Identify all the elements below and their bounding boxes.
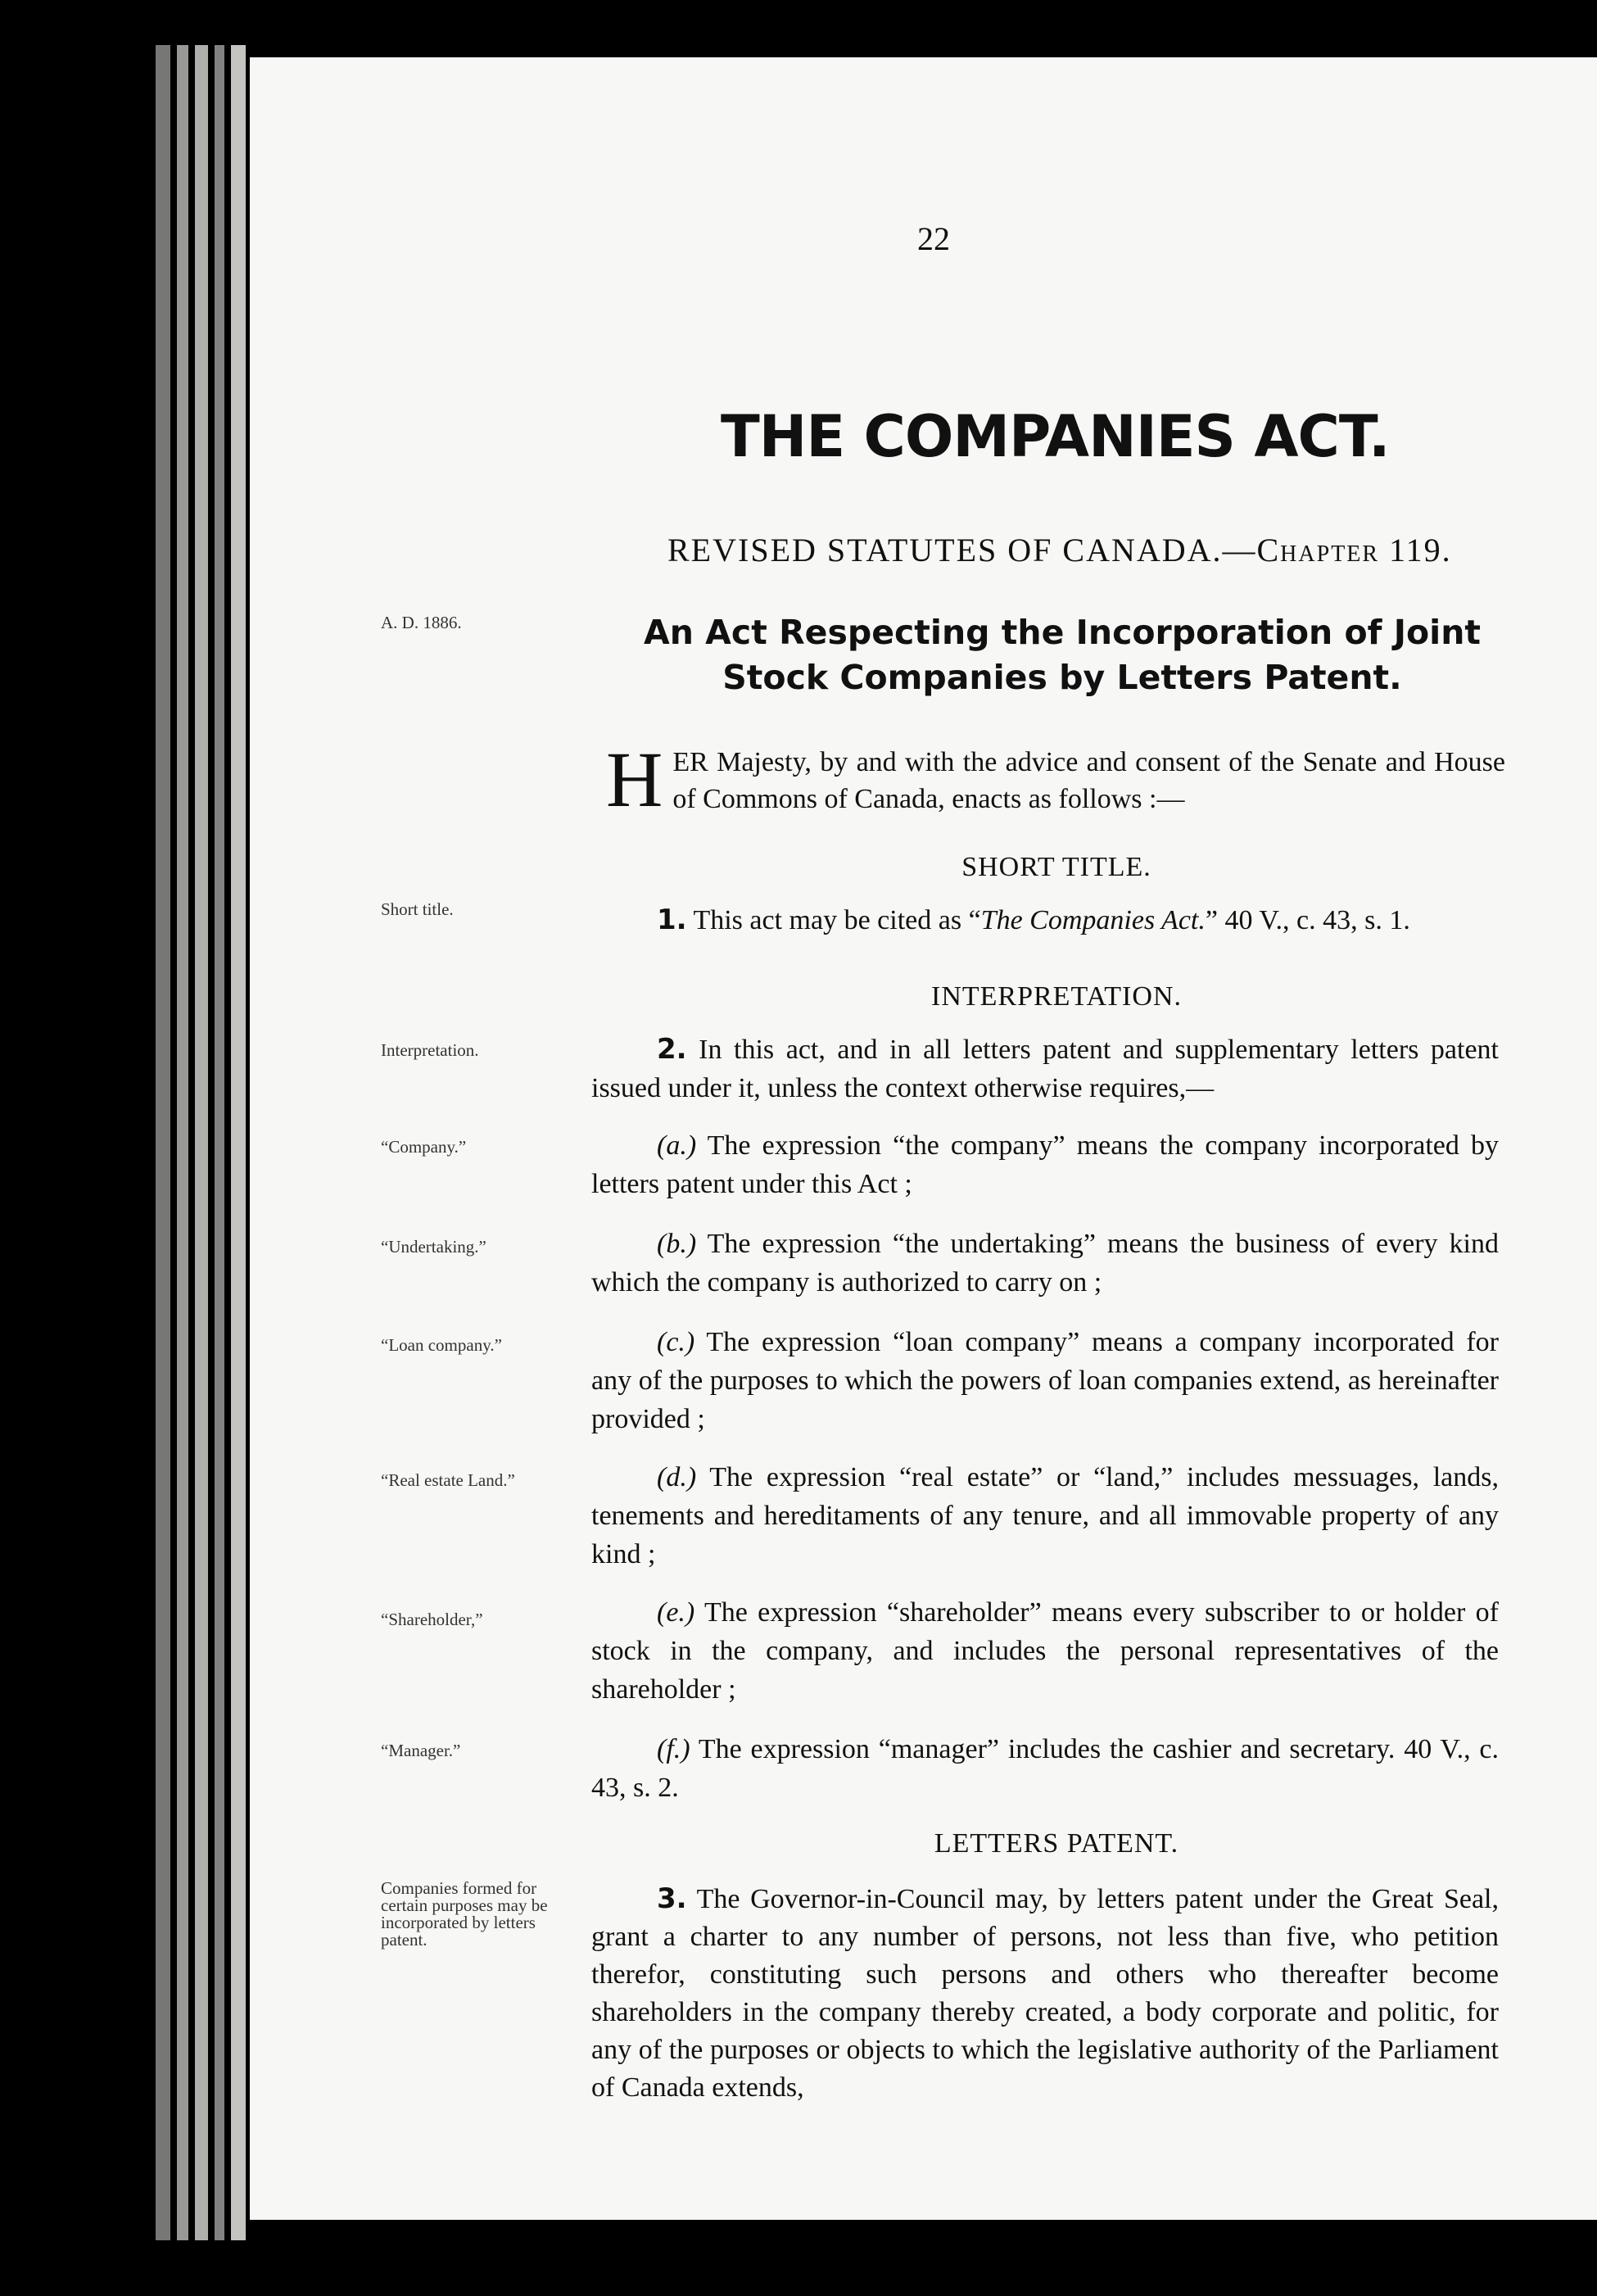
clause-c: [591, 1323, 1499, 1438]
margin-note-shareholder: “Shareholder,”: [381, 1610, 483, 1629]
preamble-dropcap: H: [606, 736, 663, 823]
clause-d-label: (d.): [657, 1462, 697, 1492]
margin-note-date: A. D. 1886.: [381, 613, 462, 632]
subtitle-chapter: Chapter 119.: [1256, 532, 1452, 568]
clause-e-label: (e.): [657, 1597, 695, 1628]
section-3-text: The Governor-in-Council may, by letters patent under the Great Seal, grant a charter to any number of persons, not less than five, who petition therefor, constituting such persons and others who thereafter become shareholders in the company thereby created, a body corporate and politic, for any of the purposes or objects to which the legislative authority of the Parliament of Canada extends,: [591, 1884, 1499, 2103]
section-3-number: 3.: [657, 1882, 687, 1915]
heading-short-title: SHORT TITLE.: [961, 852, 1151, 882]
section-2: [591, 1030, 1499, 1107]
margin-note-manager: “Manager.”: [381, 1741, 461, 1760]
clause-d-text: The expression “real estate” or “land,” includes messuages, lands, tenements and hereditaments of any tenure, and all immovable property of any kind ;: [591, 1462, 1499, 1569]
clause-b: [591, 1225, 1499, 1302]
page-number: 22: [917, 220, 950, 257]
clause-f-label: (f.): [657, 1734, 690, 1764]
margin-note-loan-company: “Loan company.”: [381, 1335, 502, 1355]
margin-note-companies-formed: Companies formed for certain purposes may be incorporated by letters patent.: [381, 1878, 548, 1950]
section-1: [591, 901, 1499, 940]
margin-note-short-title: Short title.: [381, 899, 454, 919]
heading-interpretation: INTERPRETATION.: [931, 981, 1182, 1012]
margin-note-interpretation: Interpretation.: [381, 1040, 479, 1060]
page-edges: [156, 45, 254, 2240]
subtitle-main: REVISED STATUTES OF CANADA.—: [667, 532, 1257, 568]
section-1-number: 1.: [657, 903, 687, 936]
clause-d: [591, 1458, 1499, 1574]
heading-letters-patent: LETTERS PATENT.: [934, 1828, 1179, 1859]
section-2-text: In this act, and in all letters patent and supplementary letters patent issued under it, unless the context otherwise requires,—: [591, 1035, 1500, 1103]
section-1-text-a: This act may be cited as “: [693, 905, 981, 935]
preamble: [606, 736, 1505, 823]
margin-note-undertaking: “Undertaking.”: [381, 1237, 486, 1257]
clause-a-label: (a.): [657, 1130, 697, 1161]
clause-f: [591, 1730, 1499, 1807]
section-2-number: 2.: [657, 1033, 687, 1066]
clause-c-label: (c.): [657, 1327, 695, 1357]
section-1-text-b: ” 40 V., c. 43, s. 1.: [1205, 905, 1410, 935]
clause-c-text: The expression “loan company” means a company incorporated for any of the purposes to which the powers of loan companies extend, as hereinafter provided ;: [591, 1327, 1500, 1434]
section-3: [591, 1880, 1499, 2107]
clause-e-text: The expression “shareholder” means every subscriber to or holder of stock in the company, and includes the personal representatives of the shareholder ;: [591, 1597, 1499, 1705]
clause-b-label: (b.): [657, 1229, 697, 1259]
clause-a-text: The expression “the company” means the company incorporated by letters patent under this Act ;: [591, 1130, 1499, 1199]
clause-e: [591, 1593, 1499, 1709]
act-title: An Act Respecting the Incorporation of Joint Stock Companies by Letters Patent.: [643, 613, 1482, 697]
document-title: THE COMPANIES ACT.: [721, 403, 1390, 470]
preamble-text: ER Majesty, by and with the advice and consent of the Senate and House of Commons of Canada, enacts as follows :—: [672, 747, 1505, 814]
section-1-italic: The Companies Act.: [980, 905, 1206, 935]
margin-note-real-estate: “Real estate Land.”: [381, 1470, 515, 1490]
clause-b-text: The expression “the undertaking” means the business of every kind which the company is authorized to carry on ;: [591, 1229, 1499, 1297]
document-subtitle: [667, 531, 1452, 569]
clause-f-text: The expression “manager” includes the cashier and secretary. 40 V., c. 43, s. 2.: [591, 1734, 1500, 1803]
margin-note-company: “Company.”: [381, 1137, 467, 1157]
clause-a: [591, 1126, 1499, 1203]
